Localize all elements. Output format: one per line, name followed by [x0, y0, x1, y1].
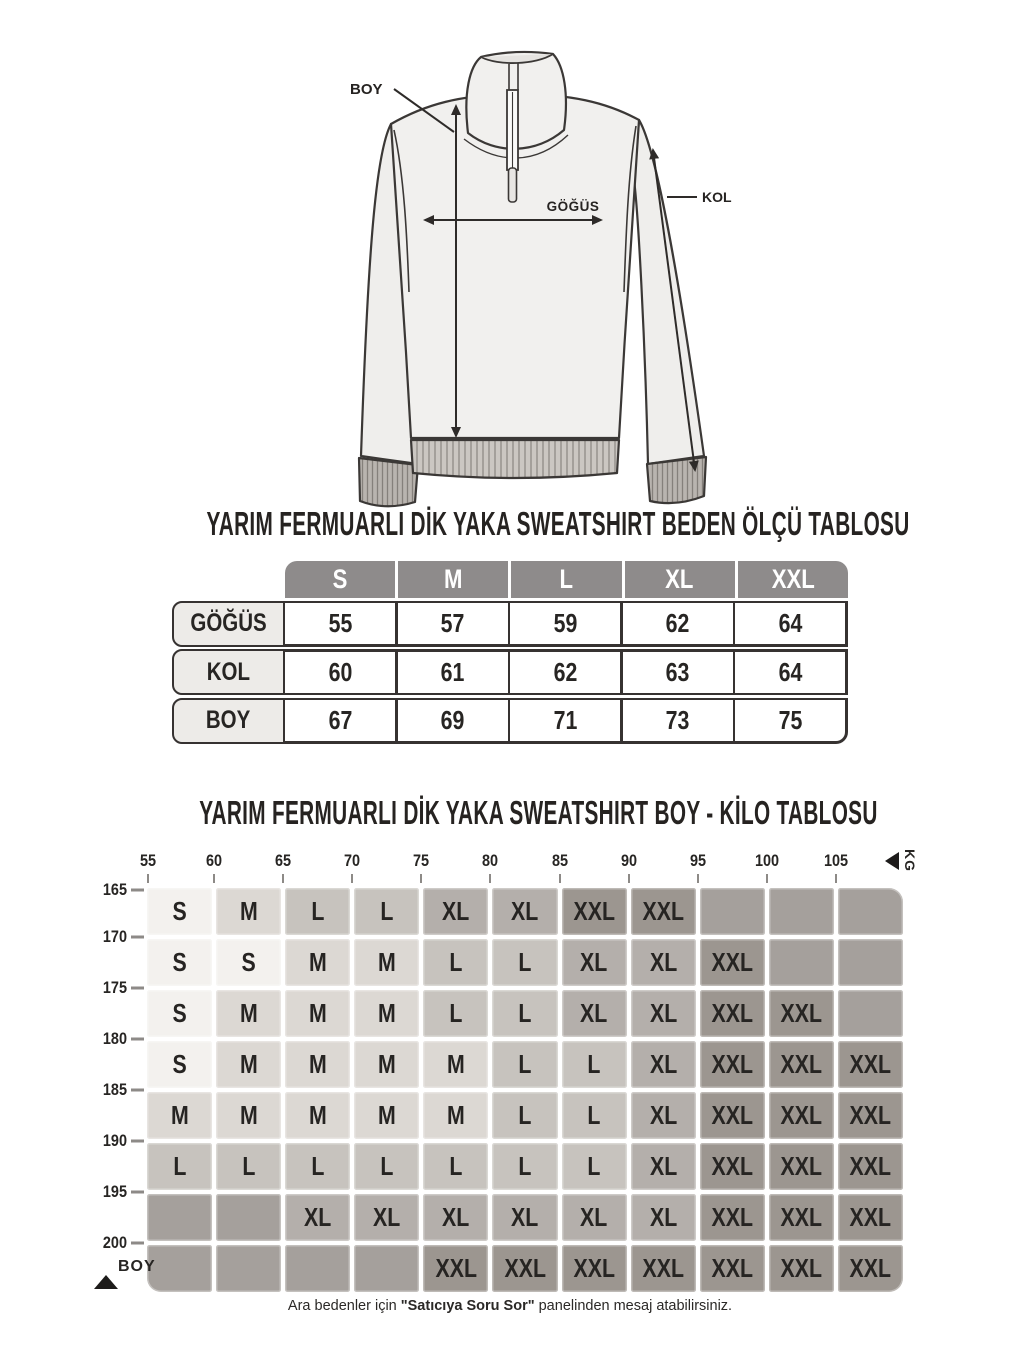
size-row-values	[285, 601, 848, 647]
matrix-cell-l: L	[492, 990, 557, 1037]
matrix-cell-xxl: XXL	[769, 1194, 834, 1241]
matrix-cell-m: M	[354, 1092, 419, 1139]
matrix-cell-l: L	[354, 1143, 419, 1190]
size-value-cell: 64	[735, 652, 845, 693]
matrix-cell-empty	[216, 1194, 281, 1241]
height-tick	[131, 1242, 144, 1245]
boy-arrow-icon	[94, 1258, 118, 1289]
matrix-cell-s: S	[147, 888, 212, 935]
weight-tick-label: 70	[344, 851, 361, 870]
height-tick-label: 165	[102, 880, 127, 899]
height-tick-label: 170	[102, 927, 127, 946]
size-value-cell: 55	[285, 603, 395, 644]
height-axis	[84, 880, 147, 1298]
matrix-cell-l: L	[147, 1143, 212, 1190]
size-row-label: KOL	[172, 649, 285, 695]
matrix-cell-xl: XL	[423, 1194, 488, 1241]
height-tick-label: 195	[102, 1182, 127, 1201]
size-table-row	[172, 601, 848, 647]
height-tick-label: 185	[102, 1080, 127, 1099]
matrix-cell-xl: XL	[562, 990, 627, 1037]
size-value-cell: 71	[510, 700, 620, 741]
measure-label-gogus: GÖĞÜS	[546, 199, 600, 214]
matrix-cell-xxl: XXL	[700, 1245, 765, 1292]
matrix-cell-s: S	[147, 990, 212, 1037]
height-tick	[131, 987, 144, 990]
matrix-cell-m: M	[216, 1041, 281, 1088]
size-value-cell: 57	[398, 603, 508, 644]
matrix-cell-m: M	[354, 990, 419, 1037]
matrix-cell-xl: XL	[631, 1041, 696, 1088]
height-tick-label: 190	[102, 1131, 127, 1150]
height-tick	[131, 1038, 144, 1041]
matrix-cell-empty	[838, 990, 903, 1037]
height-weight-matrix	[147, 888, 903, 1292]
weight-tick-label: 80	[482, 851, 499, 870]
matrix-cell-l: L	[423, 990, 488, 1037]
weight-tick	[697, 874, 699, 883]
matrix-cell-l: L	[216, 1143, 281, 1190]
size-value-cell: 62	[510, 652, 620, 693]
matrix-cell-xxl: XXL	[769, 990, 834, 1037]
size-table-title: YARIM FERMUARLI DİK YAKA SWEATSHIRT BEDEN ÖLÇÜ TABLOSU	[206, 505, 910, 542]
weight-tick-label: 55	[139, 851, 157, 870]
matrix-cell-empty	[769, 939, 834, 986]
right-cuff	[647, 457, 706, 503]
size-value-cell: 73	[623, 700, 733, 741]
matrix-cell-xxl: XXL	[838, 1245, 903, 1292]
matrix-cell-xl: XL	[631, 939, 696, 986]
weight-tick	[628, 874, 630, 883]
weight-tick	[489, 874, 491, 883]
matrix-cell-s: S	[216, 939, 281, 986]
size-col-header-xxl: XXL	[738, 561, 848, 598]
size-row-values	[285, 649, 848, 695]
matrix-cell-l: L	[285, 888, 350, 935]
matrix-cell-xl: XL	[631, 1143, 696, 1190]
matrix-cell-xl: XL	[562, 939, 627, 986]
matrix-cell-empty	[769, 888, 834, 935]
weight-tick	[147, 874, 149, 883]
matrix-cell-empty	[838, 939, 903, 986]
matrix-cell-m: M	[285, 939, 350, 986]
height-tick-label: 180	[102, 1029, 127, 1048]
matrix-cell-l: L	[423, 939, 488, 986]
height-weight-table-title: YARIM FERMUARLI DİK YAKA SWEATSHIRT BOY - KİLO TABLOSU	[199, 794, 878, 831]
matrix-cell-xxl: XXL	[700, 1194, 765, 1241]
weight-tick-label: 65	[275, 851, 292, 870]
size-value-cell: 67	[285, 700, 395, 741]
weight-tick	[420, 874, 422, 883]
matrix-cell-l: L	[492, 1092, 557, 1139]
height-tick	[131, 1089, 144, 1092]
matrix-cell-m: M	[354, 939, 419, 986]
matrix-cell-xl: XL	[631, 990, 696, 1037]
weight-tick	[835, 874, 837, 883]
size-table-row	[172, 649, 848, 695]
kg-axis-marker	[885, 849, 918, 872]
matrix-cell-m: M	[285, 990, 350, 1037]
measure-label-kol: KOL	[702, 189, 732, 205]
matrix-cell-xl: XL	[631, 1194, 696, 1241]
size-value-cell: 59	[510, 603, 620, 644]
height-tick	[131, 936, 144, 939]
matrix-cell-xxl: XXL	[838, 1143, 903, 1190]
matrix-cell-m: M	[216, 1092, 281, 1139]
boy-axis-label: BOY	[118, 1258, 156, 1275]
size-value-cell: 62	[623, 603, 733, 644]
matrix-cell-empty	[147, 1245, 212, 1292]
matrix-cell-xxl: XXL	[492, 1245, 557, 1292]
matrix-cell-m: M	[423, 1092, 488, 1139]
matrix-cell-xxl: XXL	[838, 1041, 903, 1088]
height-tick	[131, 1140, 144, 1143]
matrix-cell-m: M	[285, 1041, 350, 1088]
zipper-pull	[509, 168, 517, 202]
matrix-cell-xxl: XXL	[700, 990, 765, 1037]
size-table-header-row	[285, 561, 848, 598]
matrix-cell-xxl: XXL	[838, 1194, 903, 1241]
matrix-cell-xxl: XXL	[423, 1245, 488, 1292]
kg-axis-label: KG	[902, 849, 918, 872]
matrix-cell-xxl: XXL	[700, 1092, 765, 1139]
weight-tick	[282, 874, 284, 883]
matrix-cell-empty	[285, 1245, 350, 1292]
matrix-cell-l: L	[562, 1092, 627, 1139]
matrix-cell-m: M	[285, 1092, 350, 1139]
weight-axis	[139, 851, 922, 887]
matrix-cell-xl: XL	[354, 1194, 419, 1241]
size-row-label: GÖĞÜS	[172, 601, 285, 647]
weight-tick	[766, 874, 768, 883]
matrix-cell-xxl: XXL	[700, 1143, 765, 1190]
weight-tick-label: 105	[823, 851, 848, 870]
matrix-cell-l: L	[285, 1143, 350, 1190]
size-col-header-m: M	[398, 561, 508, 598]
matrix-cell-xxl: XXL	[769, 1041, 834, 1088]
weight-tick-label: 85	[551, 851, 568, 870]
matrix-cell-xxl: XXL	[769, 1092, 834, 1139]
size-col-header-l: L	[511, 561, 621, 598]
matrix-cell-empty	[838, 888, 903, 935]
matrix-cell-empty	[147, 1194, 212, 1241]
matrix-cell-xxl: XXL	[700, 1041, 765, 1088]
matrix-cell-xxl: XXL	[631, 1245, 696, 1292]
matrix-cell-xl: XL	[423, 888, 488, 935]
measure-label-boy: BOY	[350, 81, 383, 98]
matrix-cell-l: L	[492, 939, 557, 986]
matrix-cell-empty	[216, 1245, 281, 1292]
size-value-cell: 63	[623, 652, 733, 693]
weight-tick-label: 95	[689, 851, 706, 870]
matrix-cell-m: M	[354, 1041, 419, 1088]
hem-band	[411, 440, 619, 478]
matrix-cell-l: L	[492, 1143, 557, 1190]
left-cuff	[359, 458, 418, 506]
matrix-cell-xl: XL	[492, 1194, 557, 1241]
size-value-cell: 69	[398, 700, 508, 741]
weight-tick-label: 100	[754, 851, 779, 870]
matrix-cell-m: M	[216, 990, 281, 1037]
matrix-cell-m: M	[216, 888, 281, 935]
matrix-cell-xl: XL	[492, 888, 557, 935]
size-col-header-xl: XL	[625, 561, 735, 598]
matrix-cell-l: L	[423, 1143, 488, 1190]
boy-axis-marker	[94, 1258, 156, 1276]
height-tick-label: 175	[102, 978, 127, 997]
size-row-label: BOY	[172, 698, 285, 744]
matrix-cell-l: L	[354, 888, 419, 935]
matrix-cell-m: M	[423, 1041, 488, 1088]
weight-tick	[213, 874, 215, 883]
size-value-cell: 64	[735, 603, 845, 644]
matrix-cell-xl: XL	[631, 1092, 696, 1139]
size-table-rows	[172, 601, 848, 744]
matrix-cell-xxl: XXL	[562, 888, 627, 935]
matrix-cell-xxl: XXL	[631, 888, 696, 935]
height-tick-label: 200	[102, 1233, 127, 1252]
height-tick	[131, 889, 144, 892]
size-col-header-s: S	[285, 561, 395, 598]
matrix-cell-xxl: XXL	[700, 939, 765, 986]
matrix-cell-xxl: XXL	[838, 1092, 903, 1139]
matrix-cell-m: M	[147, 1092, 212, 1139]
size-value-cell: 60	[285, 652, 395, 693]
weight-tick-label: 60	[206, 851, 223, 870]
size-measure-table	[172, 561, 848, 744]
matrix-cell-xl: XL	[562, 1194, 627, 1241]
matrix-cell-xxl: XXL	[562, 1245, 627, 1292]
matrix-cell-empty	[354, 1245, 419, 1292]
matrix-cell-s: S	[147, 939, 212, 986]
matrix-cell-empty	[700, 888, 765, 935]
weight-tick-label: 90	[620, 851, 637, 870]
matrix-cell-l: L	[562, 1143, 627, 1190]
size-value-cell: 61	[398, 652, 508, 693]
height-tick	[131, 1191, 144, 1194]
size-row-values	[285, 698, 848, 744]
matrix-cell-xxl: XXL	[769, 1143, 834, 1190]
matrix-cell-l: L	[492, 1041, 557, 1088]
size-table-row	[172, 698, 848, 744]
sweatshirt-diagram	[330, 40, 740, 515]
weight-tick	[559, 874, 561, 883]
weight-tick	[351, 874, 353, 883]
kg-arrow-icon	[885, 852, 899, 870]
matrix-cell-l: L	[562, 1041, 627, 1088]
matrix-cell-xxl: XXL	[769, 1245, 834, 1292]
matrix-cell-s: S	[147, 1041, 212, 1088]
matrix-cell-xl: XL	[285, 1194, 350, 1241]
weight-tick-label: 75	[413, 851, 430, 870]
footer-note: Ara bedenler için "Satıcıya Soru Sor" panelinden mesaj atabilirsiniz.	[287, 1298, 733, 1314]
size-value-cell: 75	[735, 700, 845, 741]
